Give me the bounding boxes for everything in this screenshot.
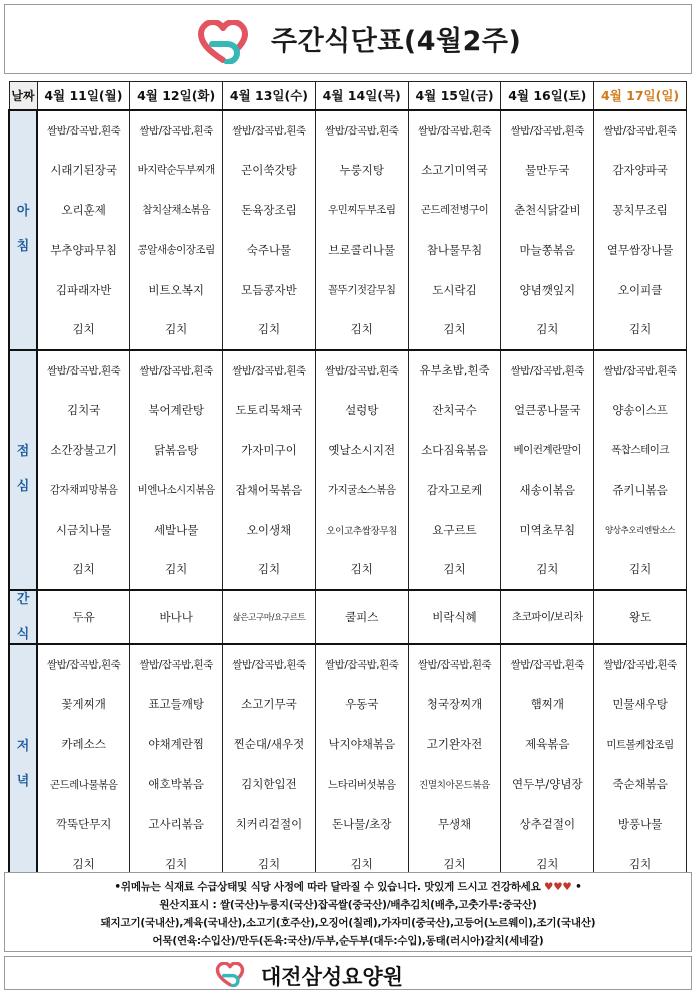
menu-cell: 쌀밥/잡곡밥,흰죽 xyxy=(223,644,316,684)
menu-cell: 감자채피망볶음 xyxy=(37,470,130,510)
menu-cell: 김치 xyxy=(130,844,223,884)
menu-cell: 감자양파국 xyxy=(594,150,687,190)
menu-cell: 바나나 xyxy=(130,590,223,645)
table-row xyxy=(9,764,687,804)
menu-cell: 설렁탕 xyxy=(315,390,408,430)
notice-line xyxy=(5,879,691,894)
menu-cell: 카레소스 xyxy=(37,724,130,764)
table-row xyxy=(9,510,687,550)
menu-cell: 시금치나물 xyxy=(37,510,130,550)
menu-cell: 김치국 xyxy=(37,390,130,430)
menu-cell: 가자미구이 xyxy=(223,430,316,470)
menu-cell: 깍뚝단무지 xyxy=(37,804,130,844)
day-header: 4월 11일(월) xyxy=(37,82,130,110)
menu-cell: 쌀밥/잡곡밥,흰죽 xyxy=(130,350,223,390)
menu-cell: 김치 xyxy=(223,844,316,884)
menu-cell: 김치 xyxy=(594,550,687,590)
menu-cell: 쌀밥/잡곡밥,흰죽 xyxy=(37,350,130,390)
menu-cell: 꽁치무조림 xyxy=(594,190,687,230)
menu-cell: 양송이스프 xyxy=(594,390,687,430)
table-row xyxy=(9,430,687,470)
table-row xyxy=(9,644,687,684)
menu-cell: 쌀밥/잡곡밥,흰죽 xyxy=(501,350,594,390)
menu-cell: 시래기된장국 xyxy=(37,150,130,190)
hospital-logo-icon xyxy=(215,962,245,987)
menu-cell: 돈나물/초장 xyxy=(315,804,408,844)
menu-cell: 쌀밥/잡곡밥,흰죽 xyxy=(130,110,223,150)
meal-label-breakfast: 아 침 xyxy=(9,110,37,350)
menu-cell: 가지굴소스볶음 xyxy=(315,470,408,510)
menu-cell: 요구르트 xyxy=(408,510,501,550)
menu-cell: 김파래자반 xyxy=(37,270,130,310)
menu-cell: 방풍나물 xyxy=(594,804,687,844)
menu-cell: 무생채 xyxy=(408,804,501,844)
day-header: 4월 15일(금) xyxy=(408,82,501,110)
origin-line-3: 어묵(연육:수입산)/만두(돈육:국산)/두부,순두부(대두:수입),동태(러시아)갈치(세네갈) xyxy=(152,935,544,947)
menu-cell: 꼴뚜기젓갈무침 xyxy=(315,270,408,310)
menu-cell: 양념깻잎지 xyxy=(501,270,594,310)
menu-cell: 김치한입전 xyxy=(223,764,316,804)
menu-cell: 곤이쑥갓탕 xyxy=(223,150,316,190)
menu-cell: 제육볶음 xyxy=(501,724,594,764)
menu-cell: 춘천식닭갈비 xyxy=(501,190,594,230)
menu-cell: 감자고로케 xyxy=(408,470,501,510)
meal-label-snack: 간 식 xyxy=(9,590,37,645)
menu-cell: 미트볼케찹조림 xyxy=(594,724,687,764)
menu-cell: 두유 xyxy=(37,590,130,645)
menu-cell: 김치 xyxy=(37,550,130,590)
menu-cell: 김치 xyxy=(501,310,594,350)
day-header: 4월 13일(수) xyxy=(223,82,316,110)
menu-cell: 김치 xyxy=(223,310,316,350)
origin-line-1: 원산지표시 : 쌀(국산)누룽지(국산)잡곡쌀(중국산)/배추김치(배추,고춧가루:중국산) xyxy=(159,899,537,911)
menu-cell: 김치 xyxy=(408,310,501,350)
table-row xyxy=(9,684,687,724)
menu-cell: 쌀밥/잡곡밥,흰죽 xyxy=(315,110,408,150)
menu-cell: 우민찌두부조림 xyxy=(315,190,408,230)
table-row xyxy=(9,390,687,430)
menu-cell: 우동국 xyxy=(315,684,408,724)
menu-cell: 쌀밥/잡곡밥,흰죽 xyxy=(501,110,594,150)
menu-cell: 민물새우탕 xyxy=(594,684,687,724)
menu-cell: 양상추오리엔탈소스 xyxy=(594,510,687,550)
menu-cell: 진멸치아몬드볶음 xyxy=(408,764,501,804)
menu-cell: 청국장찌개 xyxy=(408,684,501,724)
table-row xyxy=(9,724,687,764)
day-header: 4월 12일(화) xyxy=(130,82,223,110)
menu-cell: 오리훈제 xyxy=(37,190,130,230)
page-title: 주간식단표(4월2주) xyxy=(271,26,522,57)
menu-cell: 열무쌈장나물 xyxy=(594,230,687,270)
meal-label-dinner: 저 녁 xyxy=(9,644,37,884)
menu-cell: 오이피클 xyxy=(594,270,687,310)
menu-cell: 쌀밥/잡곡밥,흰죽 xyxy=(408,644,501,684)
menu-table xyxy=(8,81,687,885)
menu-cell: 고사리볶음 xyxy=(130,804,223,844)
menu-cell: 김치 xyxy=(315,310,408,350)
menu-cell: 죽순채볶음 xyxy=(594,764,687,804)
table-row xyxy=(9,190,687,230)
table-row xyxy=(9,310,687,350)
menu-cell: 쌀밥/잡곡밥,흰죽 xyxy=(594,644,687,684)
origin-line-2: 돼지고기(국내산),계육(국내산),소고기(호주산),오징어(칠레),가자미(중국산),고등어(노르웨이),조기(국내산) xyxy=(100,917,596,929)
menu-cell: 쿨피스 xyxy=(315,590,408,645)
day-header-sunday: 4월 17일(일) xyxy=(594,82,687,110)
header xyxy=(4,4,692,74)
menu-cell: 소고기미역국 xyxy=(408,150,501,190)
menu-cell: 북어계란탕 xyxy=(130,390,223,430)
menu-cell: 쌀밥/잡곡밥,흰죽 xyxy=(594,110,687,150)
table-row xyxy=(9,590,687,645)
menu-cell: 삶은고구마/요구르트 xyxy=(223,590,316,645)
menu-cell: 소다짐육볶음 xyxy=(408,430,501,470)
menu-cell: 김치 xyxy=(37,310,130,350)
date-header-row xyxy=(9,82,687,110)
menu-cell: 콩알새송이장조림 xyxy=(130,230,223,270)
menu-cell: 새송이볶음 xyxy=(501,470,594,510)
table-row xyxy=(9,550,687,590)
menu-cell: 옛날소시지전 xyxy=(315,430,408,470)
menu-cell: 도시락김 xyxy=(408,270,501,310)
menu-cell: 표고들깨탕 xyxy=(130,684,223,724)
menu-cell: 오이생채 xyxy=(223,510,316,550)
menu-cell: 느타리버섯볶음 xyxy=(315,764,408,804)
menu-cell: 도토리묵채국 xyxy=(223,390,316,430)
menu-cell: 물만두국 xyxy=(501,150,594,190)
menu-cell: 쌀밥/잡곡밥,흰죽 xyxy=(501,644,594,684)
menu-cell: 고기완자전 xyxy=(408,724,501,764)
menu-cell: 미역초무침 xyxy=(501,510,594,550)
menu-cell: 얼큰콩나물국 xyxy=(501,390,594,430)
menu-cell: 잔치국수 xyxy=(408,390,501,430)
menu-cell: 숙주나물 xyxy=(223,230,316,270)
hearts-icon: ♥♥♥ xyxy=(544,881,572,893)
menu-cell: 곤드레나물볶음 xyxy=(37,764,130,804)
menu-cell: 꽃게찌개 xyxy=(37,684,130,724)
menu-cell: 쌀밥/잡곡밥,흰죽 xyxy=(37,644,130,684)
notes-panel xyxy=(4,872,692,952)
menu-cell: 연두부/양념장 xyxy=(501,764,594,804)
menu-cell: 쌀밥/잡곡밥,흰죽 xyxy=(315,644,408,684)
menu-cell: 브로콜리나물 xyxy=(315,230,408,270)
menu-cell: 폭찹스테이크 xyxy=(594,430,687,470)
menu-cell: 찐순대/새우젓 xyxy=(223,724,316,764)
menu-cell: 참치살채소볶음 xyxy=(130,190,223,230)
menu-cell: 야채계란찜 xyxy=(130,724,223,764)
menu-cell: 김치 xyxy=(408,844,501,884)
menu-cell: 김치 xyxy=(130,310,223,350)
menu-cell: 쌀밥/잡곡밥,흰죽 xyxy=(223,350,316,390)
menu-cell: 소고기무국 xyxy=(223,684,316,724)
menu-cell: 김치 xyxy=(315,844,408,884)
menu-cell: 비엔나소시지볶음 xyxy=(130,470,223,510)
menu-cell: 오이고추쌈장무침 xyxy=(315,510,408,550)
hospital-logo-icon xyxy=(197,20,249,64)
table-row xyxy=(9,230,687,270)
menu-cell: 잡채어묵볶음 xyxy=(223,470,316,510)
table-row xyxy=(9,270,687,310)
menu-cell: 김치 xyxy=(37,844,130,884)
menu-cell: 김치 xyxy=(315,550,408,590)
menu-cell: 쌀밥/잡곡밥,흰죽 xyxy=(315,350,408,390)
footer xyxy=(4,956,692,990)
menu-cell: 소간장불고기 xyxy=(37,430,130,470)
day-header: 4월 16일(토) xyxy=(501,82,594,110)
menu-cell: 김치 xyxy=(594,844,687,884)
menu-cell: 애호박볶음 xyxy=(130,764,223,804)
menu-cell: 김치 xyxy=(223,550,316,590)
table-row xyxy=(9,150,687,190)
notice-bullet: • xyxy=(575,881,582,893)
menu-cell: 상추겉절이 xyxy=(501,804,594,844)
menu-cell: 김치 xyxy=(594,310,687,350)
menu-cell: 닭볶음탕 xyxy=(130,430,223,470)
menu-cell: 곤드레전병구이 xyxy=(408,190,501,230)
menu-cell: 김치 xyxy=(130,550,223,590)
menu-cell: 김치 xyxy=(501,844,594,884)
menu-cell: 쌀밥/잡곡밥,흰죽 xyxy=(130,644,223,684)
menu-cell: 부추양파무침 xyxy=(37,230,130,270)
menu-cell: 낙지야채볶음 xyxy=(315,724,408,764)
menu-cell: 돈육장조림 xyxy=(223,190,316,230)
menu-cell: 모듬콩자반 xyxy=(223,270,316,310)
menu-cell: 누룽지탕 xyxy=(315,150,408,190)
menu-cell: 햄찌개 xyxy=(501,684,594,724)
menu-cell: 유부초밥,흰죽 xyxy=(408,350,501,390)
meal-label-lunch: 점 심 xyxy=(9,350,37,590)
table-row xyxy=(9,804,687,844)
table-row xyxy=(9,350,687,390)
menu-cell: 초코파이/보리차 xyxy=(501,590,594,645)
menu-cell: 치커리겉절이 xyxy=(223,804,316,844)
institution-name: 대전삼성요양원 xyxy=(261,965,404,989)
menu-cell: 쌀밥/잡곡밥,흰죽 xyxy=(223,110,316,150)
menu-cell: 비트오복지 xyxy=(130,270,223,310)
menu-cell: 바지락순두부찌개 xyxy=(130,150,223,190)
menu-cell: 참나물무침 xyxy=(408,230,501,270)
notice-text: •위메뉴는 식재료 수급상태및 식당 사정에 따라 달라질 수 있습니다. 맛있게 드시고 건강하세요 xyxy=(114,881,541,893)
menu-cell: 비락식혜 xyxy=(408,590,501,645)
menu-cell: 쥬키니볶음 xyxy=(594,470,687,510)
menu-cell: 베이컨계란말이 xyxy=(501,430,594,470)
menu-cell: 김치 xyxy=(408,550,501,590)
menu-cell: 쌀밥/잡곡밥,흰죽 xyxy=(37,110,130,150)
menu-cell: 김치 xyxy=(501,550,594,590)
table-row xyxy=(9,470,687,510)
menu-cell: 쌀밥/잡곡밥,흰죽 xyxy=(594,350,687,390)
day-header: 4월 14일(목) xyxy=(315,82,408,110)
table-row xyxy=(9,110,687,150)
menu-cell: 쌀밥/잡곡밥,흰죽 xyxy=(408,110,501,150)
menu-cell: 마늘쫑볶음 xyxy=(501,230,594,270)
date-corner-label: 날짜 xyxy=(9,82,37,110)
menu-cell: 왕도 xyxy=(594,590,687,645)
menu-cell: 세발나물 xyxy=(130,510,223,550)
